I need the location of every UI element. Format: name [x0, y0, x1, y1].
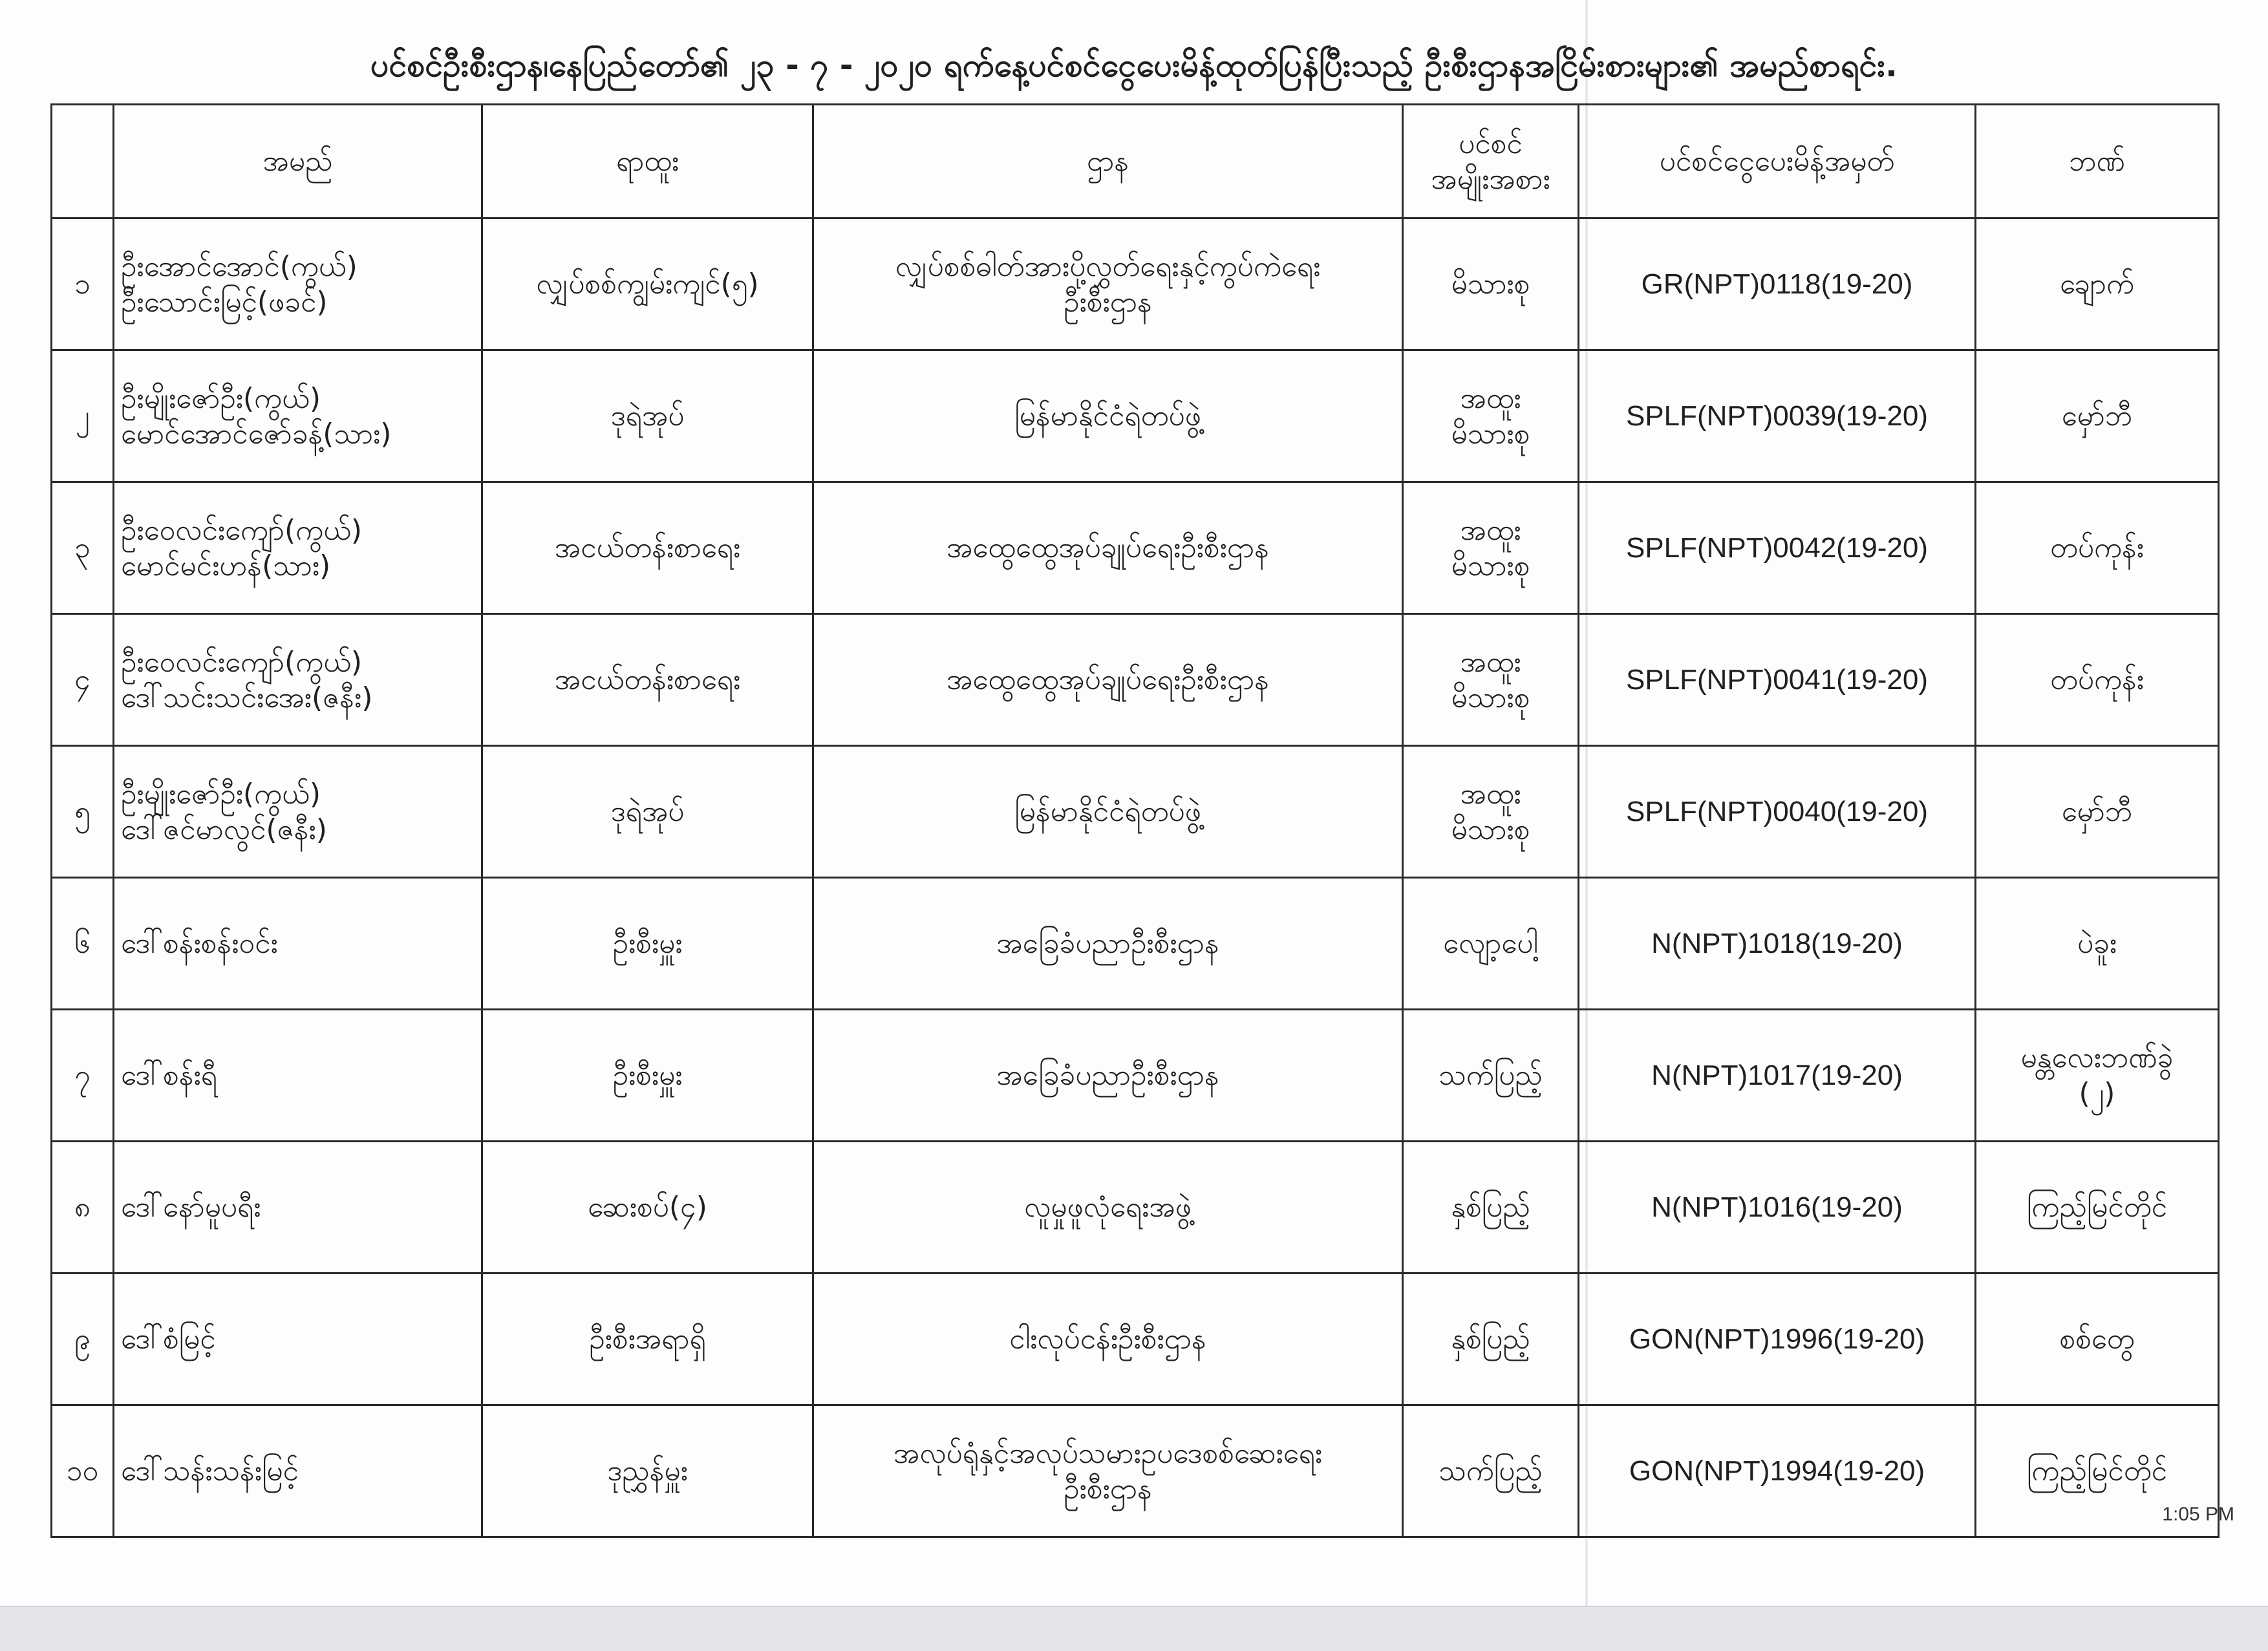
row-order-number: GON(NPT)1996(19-20) — [1579, 1273, 1976, 1405]
row-order-number: SPLF(NPT)0042(19-20) — [1579, 482, 1976, 614]
row-name-cell — [114, 1405, 482, 1537]
row-position: ဒုညွှန်မှူး — [482, 1405, 813, 1537]
row-department-cell — [813, 218, 1403, 350]
header-order-no: ပင်စင်ငွေပေးမိန့်အမှတ် — [1579, 105, 1976, 218]
table-header-row — [52, 105, 2219, 218]
row-pension-type-line1: အထူး — [1460, 381, 1521, 415]
row-position: ဦးစီးမှူး — [482, 1010, 813, 1142]
page-title: ပင်စင်ဦးစီးဌာန၊နေပြည်တော်၏ ၂၃ - ၇ - ၂၀၂၀ ရက်နေ့ပင်စင်ငွေပေးမိန့်ထုတ်ပြန်ပြီးသည့် ဦးစီးဌာနအငြိမ်းစားများ၏ အမည်စာရင်း. — [370, 47, 1898, 84]
table-row — [52, 1405, 2219, 1537]
row-position: ဒုရဲအုပ် — [482, 350, 813, 482]
row-number: ၆ — [52, 878, 114, 1010]
row-position: ဆေးစပ်(၄) — [482, 1142, 813, 1273]
header-pension-type-line1: ပင်စင် — [1459, 127, 1523, 160]
row-name-line1: ဦးမျိုးဇော်ဦး(ကွယ်) — [121, 381, 321, 415]
row-bank-line1: ချောက် — [2059, 268, 2135, 301]
row-pension-type-cell — [1403, 482, 1579, 614]
row-pension-type-line1: သက်ပြည့် — [1439, 1454, 1543, 1487]
row-bank-line1: တပ်ကုန်း — [2050, 531, 2144, 564]
row-position: အငယ်တန်းစာရေး — [482, 614, 813, 746]
row-bank-line1: စစ်တွေ — [2059, 1323, 2135, 1356]
row-bank-cell — [1976, 746, 2219, 878]
row-name-line1: ဒေါ်စံမြင့် — [121, 1323, 216, 1356]
table-row — [52, 878, 2219, 1010]
row-bank-line1: တပ်ကုန်း — [2050, 663, 2144, 696]
row-department-line1: အလုပ်ရုံနှင့်အလုပ်သမားဥပဒေစစ်ဆေးရေး — [893, 1436, 1323, 1470]
row-pension-type-line1: လျော့ပေါ့ — [1443, 927, 1538, 960]
row-pension-type-line1: သက်ပြည့် — [1439, 1059, 1543, 1092]
row-number: ၁၀ — [52, 1405, 114, 1537]
row-number: ၉ — [52, 1273, 114, 1405]
row-department-cell — [813, 746, 1403, 878]
row-position: ဒုရဲအုပ် — [482, 746, 813, 878]
row-name-line1: ဒေါ်စန်းစန်းဝင်း — [121, 927, 278, 960]
row-pension-type-cell — [1403, 1273, 1579, 1405]
row-pension-type-cell — [1403, 350, 1579, 482]
row-bank-line1: မန္တလေးဘဏ်ခွဲ — [2020, 1041, 2174, 1074]
row-name-line1: ဦးအောင်အောင်(ကွယ်) — [121, 250, 358, 283]
row-pension-type-line1: အထူး — [1460, 513, 1521, 547]
row-bank-cell — [1976, 1273, 2219, 1405]
row-department-cell — [813, 1142, 1403, 1273]
header-pension-type-line2: အမျိုးအစား — [1431, 162, 1550, 196]
row-bank-line1: ကြည့်မြင်တိုင် — [2026, 1454, 2168, 1487]
row-bank-cell — [1976, 350, 2219, 482]
row-pension-type-cell — [1403, 1142, 1579, 1273]
row-department-line1: မြန်မာနိုင်ငံရဲတပ်ဖွဲ့ — [1014, 795, 1201, 828]
row-number: ၅ — [52, 746, 114, 878]
row-number: ၃ — [52, 482, 114, 614]
row-order-number: SPLF(NPT)0041(19-20) — [1579, 614, 1976, 746]
row-bank-cell — [1976, 218, 2219, 350]
row-pension-type-line2: မိသားစု — [1451, 813, 1530, 846]
row-bank-cell — [1976, 614, 2219, 746]
row-position: အငယ်တန်းစာရေး — [482, 482, 813, 614]
table-row — [52, 746, 2219, 878]
table-row — [52, 350, 2219, 482]
row-pension-type-cell — [1403, 614, 1579, 746]
row-bank-cell — [1976, 878, 2219, 1010]
row-name-line1: ဒေါ်စန်းရီ — [121, 1059, 217, 1092]
row-name-line1: ဒေါ်နော်မူပရီး — [121, 1191, 261, 1224]
row-bank-line1: ကြည့်မြင်တိုင် — [2026, 1191, 2168, 1224]
row-name-line2: ဒေါ်ဇင်မာလွင်(ဇနီး) — [121, 813, 327, 846]
row-bank-line1: မှော်ဘီ — [2061, 399, 2133, 432]
row-department-line2: ဦးစီးဌာန — [1064, 1472, 1152, 1506]
row-name-cell — [114, 746, 482, 878]
row-name-line1: ဒေါ်သန်းသန်းမြင့် — [121, 1454, 299, 1487]
row-position: လျှပ်စစ်ကျွမ်းကျင်(၅) — [482, 218, 813, 350]
row-name-line1: ဦးမျိုးဇော်ဦး(ကွယ်) — [121, 777, 321, 811]
header-pension-type — [1403, 105, 1579, 218]
row-department-line1: လျှပ်စစ်ဓါတ်အားပို့လွှတ်ရေးနှင့်ကွပ်ကဲရေး — [895, 250, 1321, 283]
scan-timestamp: 1:05 PM — [2162, 1504, 2234, 1525]
row-pension-type-line2: မိသားစု — [1451, 549, 1530, 582]
header-department: ဌာန — [813, 105, 1403, 218]
row-order-number: GON(NPT)1994(19-20) — [1579, 1405, 1976, 1537]
row-department-cell — [813, 482, 1403, 614]
row-name-cell — [114, 614, 482, 746]
row-department-cell — [813, 1405, 1403, 1537]
row-department-cell — [813, 1010, 1403, 1142]
row-name-cell — [114, 1273, 482, 1405]
row-department-line1: အထွေထွေအုပ်ချုပ်ရေးဦးစီးဌာန — [947, 531, 1269, 564]
row-pension-type-line1: အထူး — [1460, 777, 1521, 811]
row-bank-cell — [1976, 482, 2219, 614]
row-number: ၄ — [52, 614, 114, 746]
row-department-cell — [813, 350, 1403, 482]
row-number: ၇ — [52, 1010, 114, 1142]
row-position: ဦးစီးမှူး — [482, 878, 813, 1010]
row-pension-type-cell — [1403, 1010, 1579, 1142]
row-pension-type-line1: နှစ်ပြည့် — [1451, 1323, 1530, 1356]
row-bank-cell — [1976, 1142, 2219, 1273]
row-department-line1: အထွေထွေအုပ်ချုပ်ရေးဦးစီးဌာန — [947, 663, 1269, 696]
row-department-line2: ဦးစီးဌာန — [1064, 285, 1152, 319]
row-pension-type-line2: မိသားစု — [1451, 417, 1530, 451]
row-name-cell — [114, 350, 482, 482]
row-name-line2: ဦးသောင်းမြင့်(ဖခင်) — [121, 285, 328, 319]
row-pension-type-line1: မိသားစု — [1451, 268, 1530, 301]
row-pension-type-line1: အထူး — [1460, 645, 1521, 679]
row-department-line1: လူမှုဖူလုံရေးအဖွဲ့ — [1024, 1191, 1192, 1224]
row-order-number: GR(NPT)0118(19-20) — [1579, 218, 1976, 350]
table-row — [52, 1273, 2219, 1405]
row-bank-line2: (၂) — [2079, 1076, 2115, 1110]
row-bank-line1: ပဲခူး — [2077, 927, 2117, 960]
table-row — [52, 218, 2219, 350]
row-pension-type-cell — [1403, 746, 1579, 878]
row-department-line1: အခြေခံပညာဦးစီးဌာန — [996, 927, 1219, 960]
row-department-cell — [813, 878, 1403, 1010]
row-order-number: N(NPT)1018(19-20) — [1579, 878, 1976, 1010]
row-number: ၈ — [52, 1142, 114, 1273]
header-no — [52, 105, 114, 218]
pensioner-table — [50, 103, 2220, 1538]
row-pension-type-line1: နှစ်ပြည့် — [1451, 1191, 1530, 1224]
row-name-line1: ဦးဝေလင်းကျော်(ကွယ်) — [121, 645, 363, 679]
row-bank-line1: မှော်ဘီ — [2061, 795, 2133, 828]
row-pension-type-cell — [1403, 878, 1579, 1010]
row-department-line1: အခြေခံပညာဦးစီးဌာန — [996, 1059, 1219, 1092]
row-number: ၁ — [52, 218, 114, 350]
row-name-line2: မောင်အောင်ဇော်ခန့်(သား) — [121, 417, 392, 451]
header-name: အမည် — [114, 105, 482, 218]
row-name-cell — [114, 218, 482, 350]
table-body — [52, 218, 2219, 1537]
row-name-line2: မောင်မင်းဟန်(သား) — [121, 549, 331, 582]
row-department-cell — [813, 1273, 1403, 1405]
row-order-number: SPLF(NPT)0040(19-20) — [1579, 746, 1976, 878]
row-department-line1: မြန်မာနိုင်ငံရဲတပ်ဖွဲ့ — [1014, 399, 1201, 432]
row-order-number: N(NPT)1016(19-20) — [1579, 1142, 1976, 1273]
header-bank: ဘဏ် — [1976, 105, 2219, 218]
row-bank-cell — [1976, 1010, 2219, 1142]
row-order-number: N(NPT)1017(19-20) — [1579, 1010, 1976, 1142]
header-position: ရာထူး — [482, 105, 813, 218]
table-row — [52, 482, 2219, 614]
row-order-number: SPLF(NPT)0039(19-20) — [1579, 350, 1976, 482]
row-name-cell — [114, 1142, 482, 1273]
row-name-cell — [114, 1010, 482, 1142]
row-department-cell — [813, 614, 1403, 746]
row-name-line2: ဒေါ်သင်းသင်းအေး(ဇနီး) — [121, 681, 373, 714]
row-name-cell — [114, 878, 482, 1010]
row-position: ဦးစီးအရာရှိ — [482, 1273, 813, 1405]
row-pension-type-cell — [1403, 218, 1579, 350]
table-row — [52, 614, 2219, 746]
table-row — [52, 1142, 2219, 1273]
row-name-line1: ဦးဝေလင်းကျော်(ကွယ်) — [121, 513, 363, 547]
scan-bottom-edge — [0, 1606, 2268, 1651]
row-pension-type-cell — [1403, 1405, 1579, 1537]
row-pension-type-line2: မိသားစု — [1451, 681, 1530, 714]
row-name-cell — [114, 482, 482, 614]
row-number: ၂ — [52, 350, 114, 482]
table-row — [52, 1010, 2219, 1142]
row-department-line1: ငါးလုပ်ငန်းဦးစီးဌာန — [1009, 1323, 1206, 1356]
